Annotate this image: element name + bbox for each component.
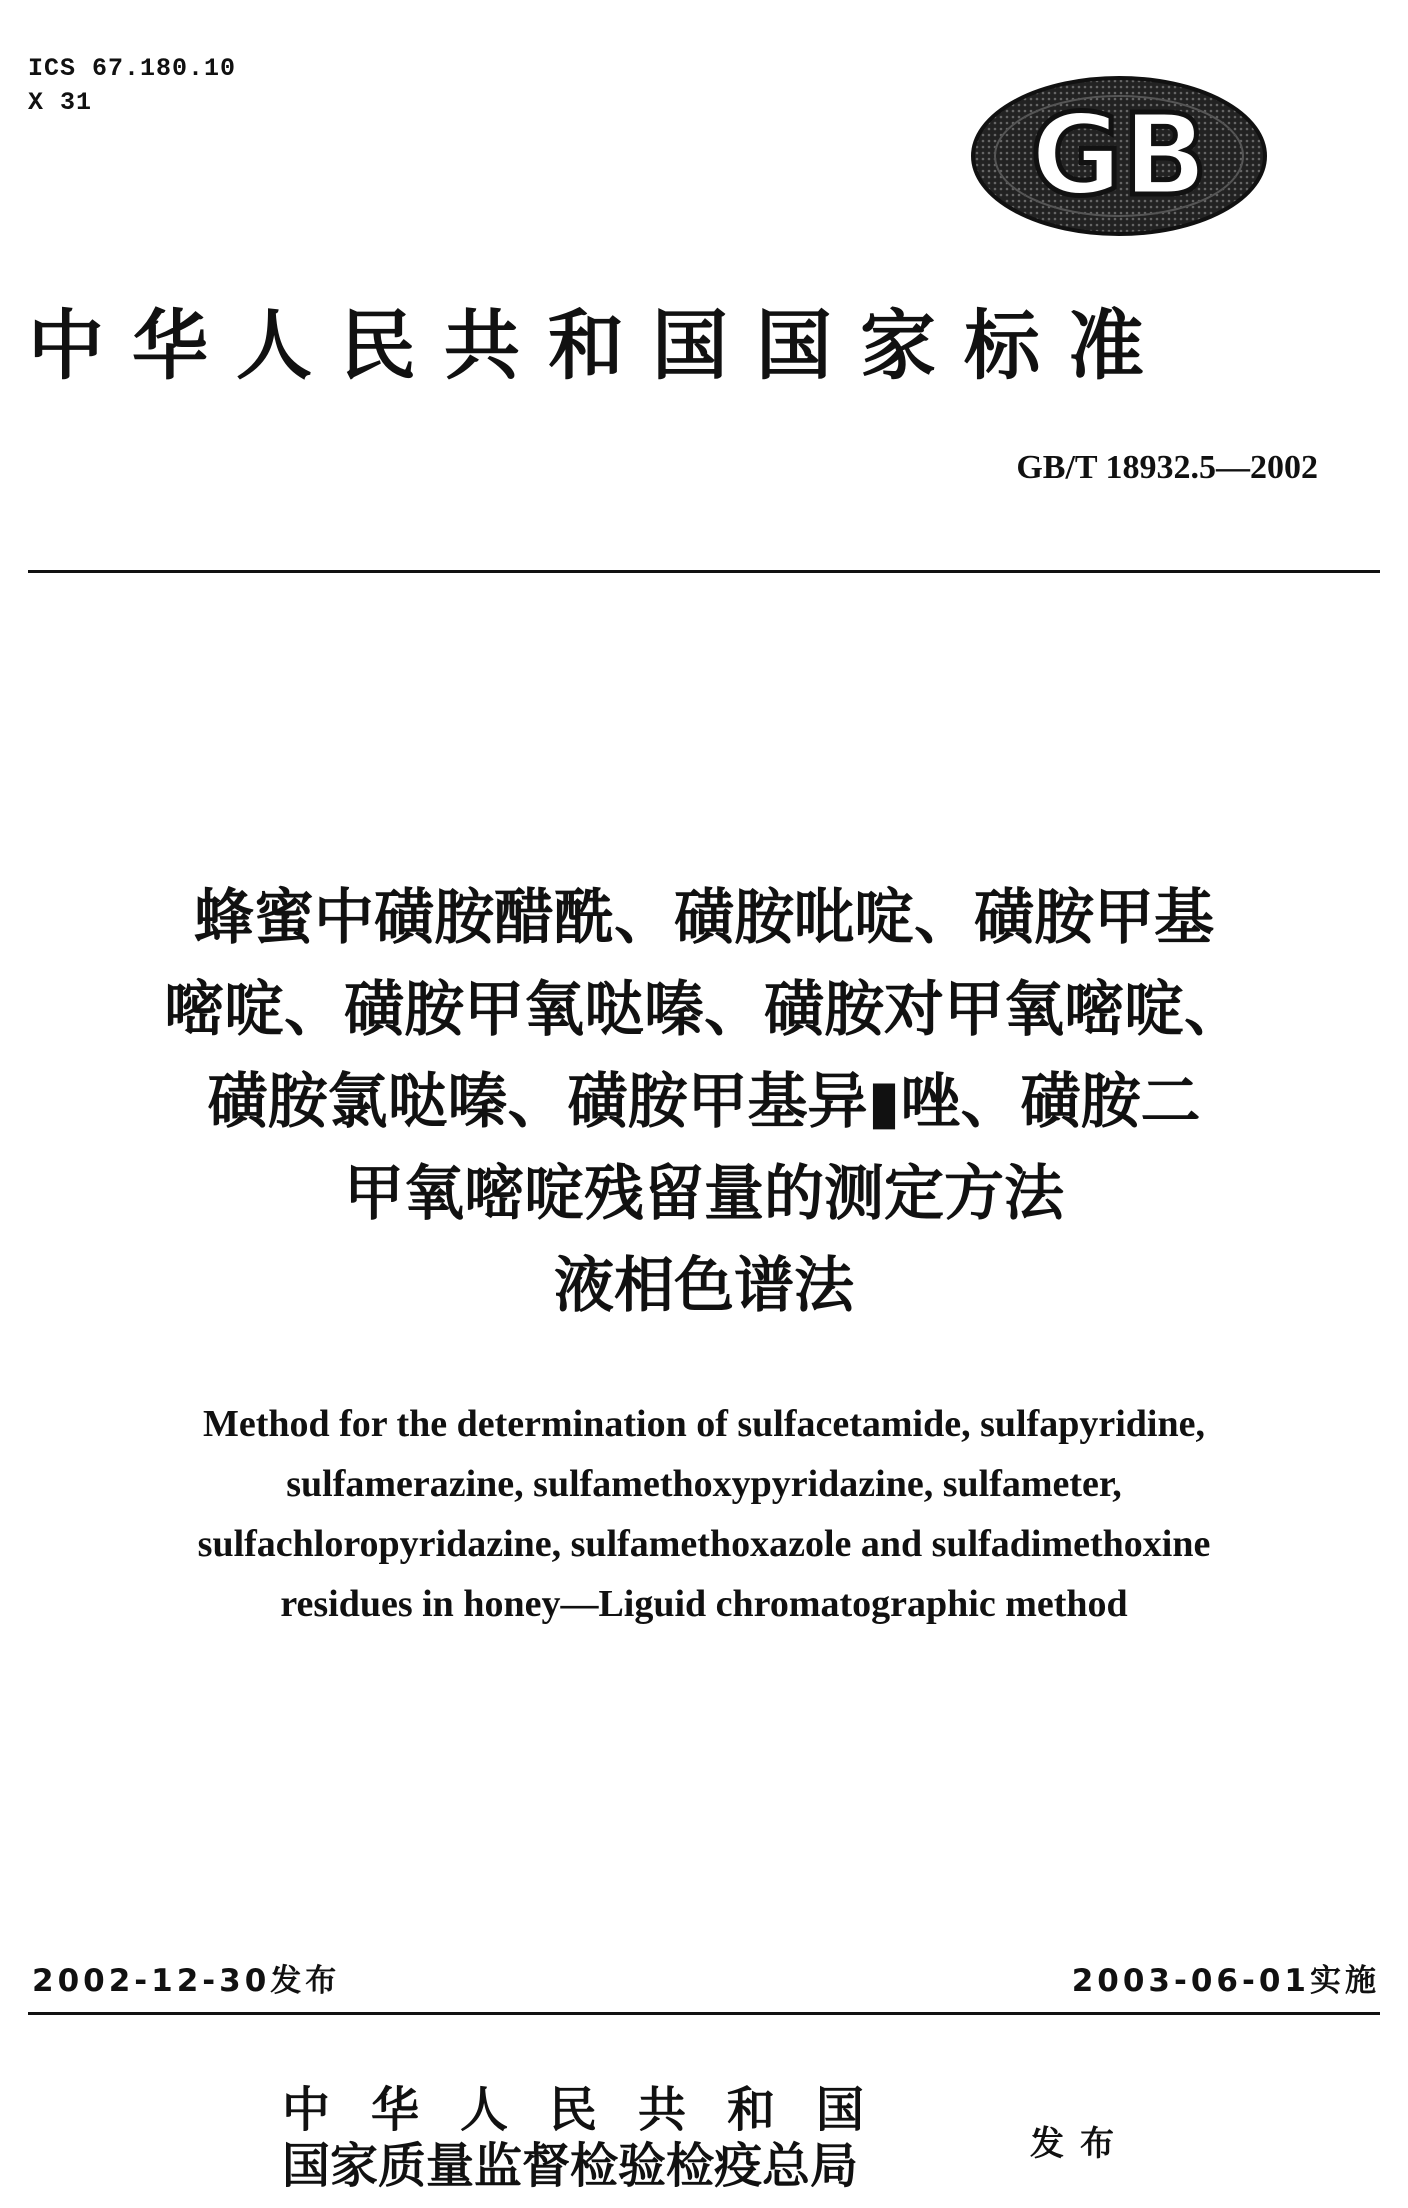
title-zh-line: 蜂蜜中磺胺醋酰、磺胺吡啶、磺胺甲基 [194, 883, 1214, 953]
issuer-country: 中华人民共和国 [282, 2082, 906, 2138]
title-zh-line: 磺胺氯哒嗪、磺胺甲基异▮唑、磺胺二 [207, 1067, 1201, 1137]
standard-type-heading: 中华人民共和国国家标准 [28, 301, 1172, 390]
title-zh-line: 液相色谱法 [554, 1251, 854, 1321]
title-zh-line: 甲氧嘧啶残留量的测定方法 [344, 1159, 1064, 1229]
standard-number: GB/T 18932.5—2002 [1016, 449, 1318, 486]
title-en-line: sulfamerazine, sulfamethoxypyridazine, sulfameter, [286, 1463, 1122, 1505]
implementation-date: 2003-06-01实施 [1071, 1963, 1380, 1999]
issue-date: 2002-12-30发布 [32, 1963, 341, 1999]
title-en-line: residues in honey—Liguid chromatographic method [280, 1583, 1128, 1625]
title-en-line: sulfachloropyridazine, sulfamethoxazole and sulfadimethoxine [197, 1523, 1211, 1565]
title-english [40, 1394, 1368, 1634]
title-en-line: Method for the determination of sulfacetamide, sulfapyridine, [203, 1403, 1205, 1445]
ics-code: ICS 67.180.10 [28, 54, 237, 83]
classification-codes [28, 52, 236, 120]
issuing-authorities [282, 2082, 905, 2194]
title-zh-line: 嘧啶、磺胺甲氧哒嗪、磺胺对甲氧嘧啶、 [164, 975, 1244, 1045]
gb-logo-icon [968, 72, 1270, 240]
logo-text: GB [1030, 91, 1208, 221]
footer-divider [28, 2012, 1380, 2015]
title-chinese [40, 872, 1368, 1332]
header-divider [28, 570, 1380, 573]
ccs-code: X 31 [28, 88, 93, 117]
issue-action: 发布 [1030, 2124, 1130, 2164]
issuer-agency: 国家质量监督检验检疫总局 [282, 2138, 859, 2194]
